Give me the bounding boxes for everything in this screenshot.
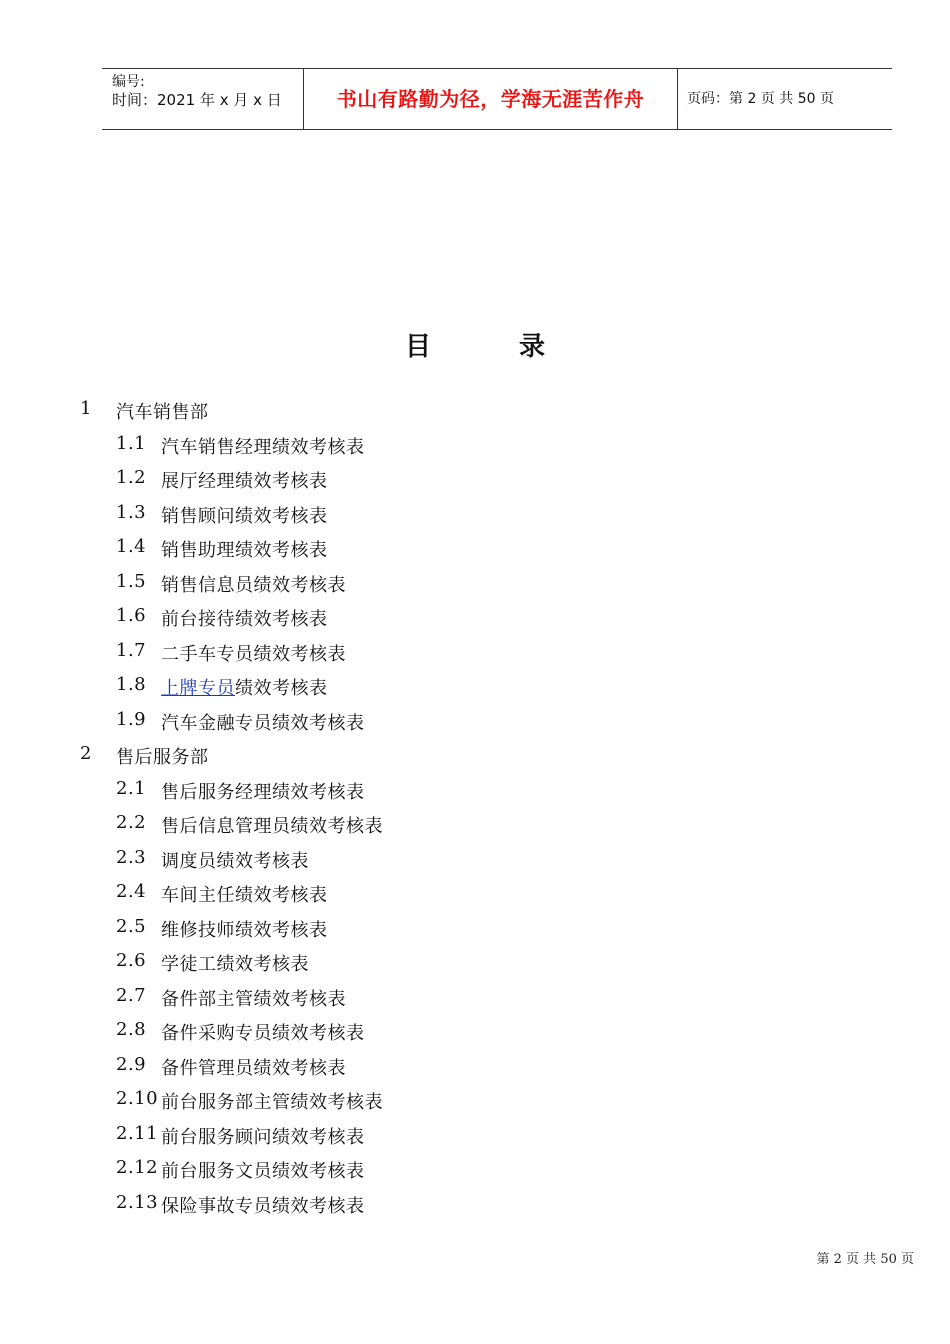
toc-item-number: 1.9 [116, 709, 147, 730]
toc-item-label-rest: 绩效考核表 [235, 678, 328, 699]
toc-item-number: 1.2 [116, 467, 147, 488]
toc-item-label: 销售信息员绩效考核表 [161, 575, 346, 596]
toc-item-number: 1.7 [116, 640, 147, 661]
header-motto: 书山有路勤为径，学海无涯苦作舟 [304, 69, 678, 129]
toc-item-label: 售后服务经理绩效考核表 [161, 782, 365, 803]
toc-item-label: 前台服务顾问绩效考核表 [161, 1127, 365, 1148]
document-number-label: 编号: [112, 74, 145, 90]
toc-item-label: 保险事故专员绩效考核表 [161, 1196, 365, 1217]
toc-item-number: 1.8 [116, 674, 147, 695]
toc-item-number: 2.5 [116, 916, 147, 937]
toc-item-number: 2.2 [116, 812, 147, 833]
toc-item-number: 2.1 [116, 778, 147, 799]
toc-item-number: 1.1 [116, 433, 147, 454]
toc-item-number: 1.4 [116, 536, 147, 557]
toc-item-number: 2.7 [116, 985, 147, 1006]
toc-item-number: 2.11 [116, 1123, 159, 1144]
toc-item-number: 1.3 [116, 502, 147, 523]
toc-item-label: 调度员绩效考核表 [161, 851, 309, 872]
toc-item-number: 2.4 [116, 881, 147, 902]
toc-item-label: 学徒工绩效考核表 [161, 954, 309, 975]
toc-title-right: 录 [519, 332, 546, 362]
toc-title-left: 目 [404, 332, 431, 362]
toc-item-label: 二手车专员绩效考核表 [161, 644, 346, 665]
toc-item-link[interactable]: 上牌专员 [161, 678, 235, 699]
toc-item-number: 1.6 [116, 605, 147, 626]
toc-item-label: 备件部主管绩效考核表 [161, 989, 346, 1010]
toc-item-label: 售后信息管理员绩效考核表 [161, 816, 383, 837]
page-footer: 第 2 页 共 50 页 [816, 1252, 914, 1267]
toc-section-number: 2 [80, 743, 92, 764]
toc-item-label: 展厅经理绩效考核表 [161, 471, 328, 492]
page-header [102, 68, 892, 130]
toc-title [0, 326, 950, 363]
toc-item-number: 2.8 [116, 1019, 147, 1040]
toc-item-label: 备件管理员绩效考核表 [161, 1058, 346, 1079]
toc-item-label: 销售助理绩效考核表 [161, 540, 328, 561]
toc-item-number: 2.10 [116, 1088, 159, 1109]
toc-item-number: 2.3 [116, 847, 147, 868]
toc-item-label: 备件采购专员绩效考核表 [161, 1023, 365, 1044]
toc-item-number: 2.9 [116, 1054, 147, 1075]
toc-item-number: 2.6 [116, 950, 147, 971]
header-page-number: 页码：第 2 页 共 50 页 [687, 91, 834, 107]
toc-item-number: 2.13 [116, 1192, 159, 1213]
toc-item-number: 1.5 [116, 571, 147, 592]
toc-item-label: 维修技师绩效考核表 [161, 920, 328, 941]
header-meta [102, 69, 304, 129]
toc-item-label: 前台服务文员绩效考核表 [161, 1161, 365, 1182]
toc-item-label: 销售顾问绩效考核表 [161, 506, 328, 527]
toc-item-label: 车间主任绩效考核表 [161, 885, 328, 906]
toc-item-label: 前台服务部主管绩效考核表 [161, 1092, 383, 1113]
toc-item-label: 前台接待绩效考核表 [161, 609, 328, 630]
toc-section-label: 售后服务部 [116, 747, 209, 768]
toc-section-label: 汽车销售部 [116, 402, 209, 423]
toc-item-label: 汽车销售经理绩效考核表 [161, 437, 365, 458]
toc-item-number: 2.12 [116, 1157, 159, 1178]
toc-item-label: 汽车金融专员绩效考核表 [161, 713, 365, 734]
toc-section-number: 1 [80, 398, 92, 419]
toc-item-label [161, 674, 328, 700]
document-date: 时间：2021 年 x 月 x 日 [112, 91, 282, 109]
